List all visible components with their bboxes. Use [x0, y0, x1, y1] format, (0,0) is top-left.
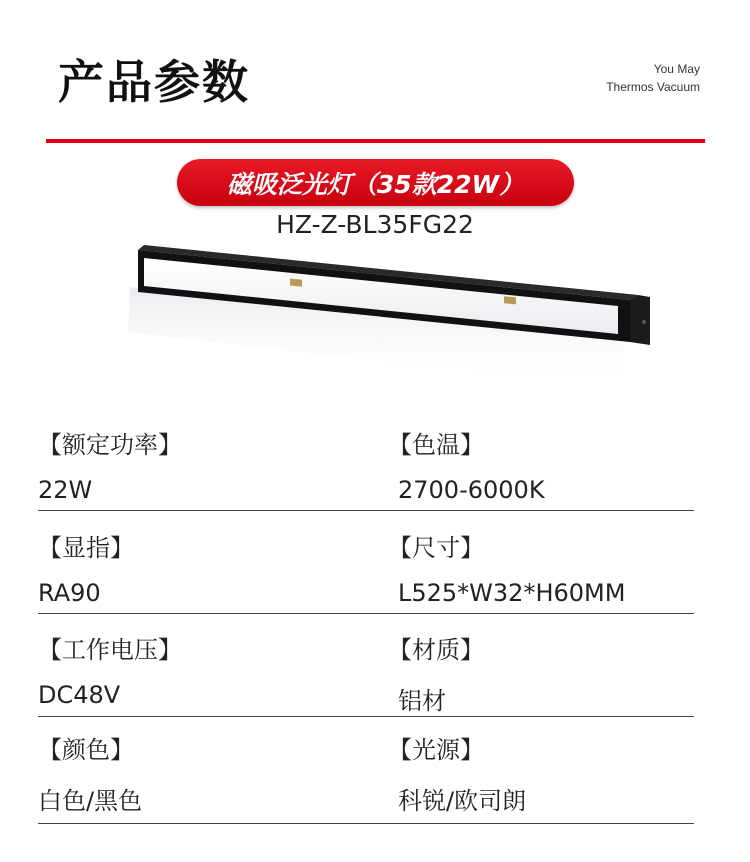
subtitle-block — [606, 60, 700, 96]
product-name: 磁吸泛光灯（35款22W） — [226, 169, 525, 199]
spec-label-color-temp: 【色温】 — [388, 431, 484, 459]
product-name-badge — [177, 159, 574, 206]
page-title: 产品参数 — [58, 55, 250, 109]
spec-label-cri: 【显指】 — [38, 534, 134, 562]
spec-divider — [38, 716, 694, 717]
header-divider — [46, 139, 705, 143]
spec-divider — [38, 510, 694, 511]
spec-value-material: 铝材 — [398, 687, 446, 715]
spec-label-power: 【额定功率】 — [38, 431, 182, 459]
subtitle-line-2: Thermos Vacuum — [606, 80, 700, 94]
spec-value-power: 22W — [38, 476, 93, 504]
spec-divider — [38, 613, 694, 614]
spec-value-size: L525*W32*H60MM — [398, 579, 626, 607]
spec-value-color-temp: 2700-6000K — [398, 476, 545, 504]
spec-value-cri: RA90 — [38, 579, 101, 607]
product-model: HZ-Z-BL35FG22 — [276, 210, 474, 239]
spec-value-voltage: DC48V — [38, 681, 121, 709]
spec-value-color: 白色/黑色 — [38, 787, 143, 815]
spec-label-light-source: 【光源】 — [388, 736, 484, 764]
spec-divider — [38, 823, 694, 824]
spec-label-voltage: 【工作电压】 — [38, 636, 182, 664]
spec-label-size: 【尺寸】 — [388, 534, 484, 562]
subtitle-line-1: You May — [653, 62, 700, 76]
spec-label-color: 【颜色】 — [38, 736, 134, 764]
spec-value-light-source: 科锐/欧司朗 — [398, 787, 527, 815]
spec-label-material: 【材质】 — [388, 636, 484, 664]
product-image — [118, 242, 658, 407]
